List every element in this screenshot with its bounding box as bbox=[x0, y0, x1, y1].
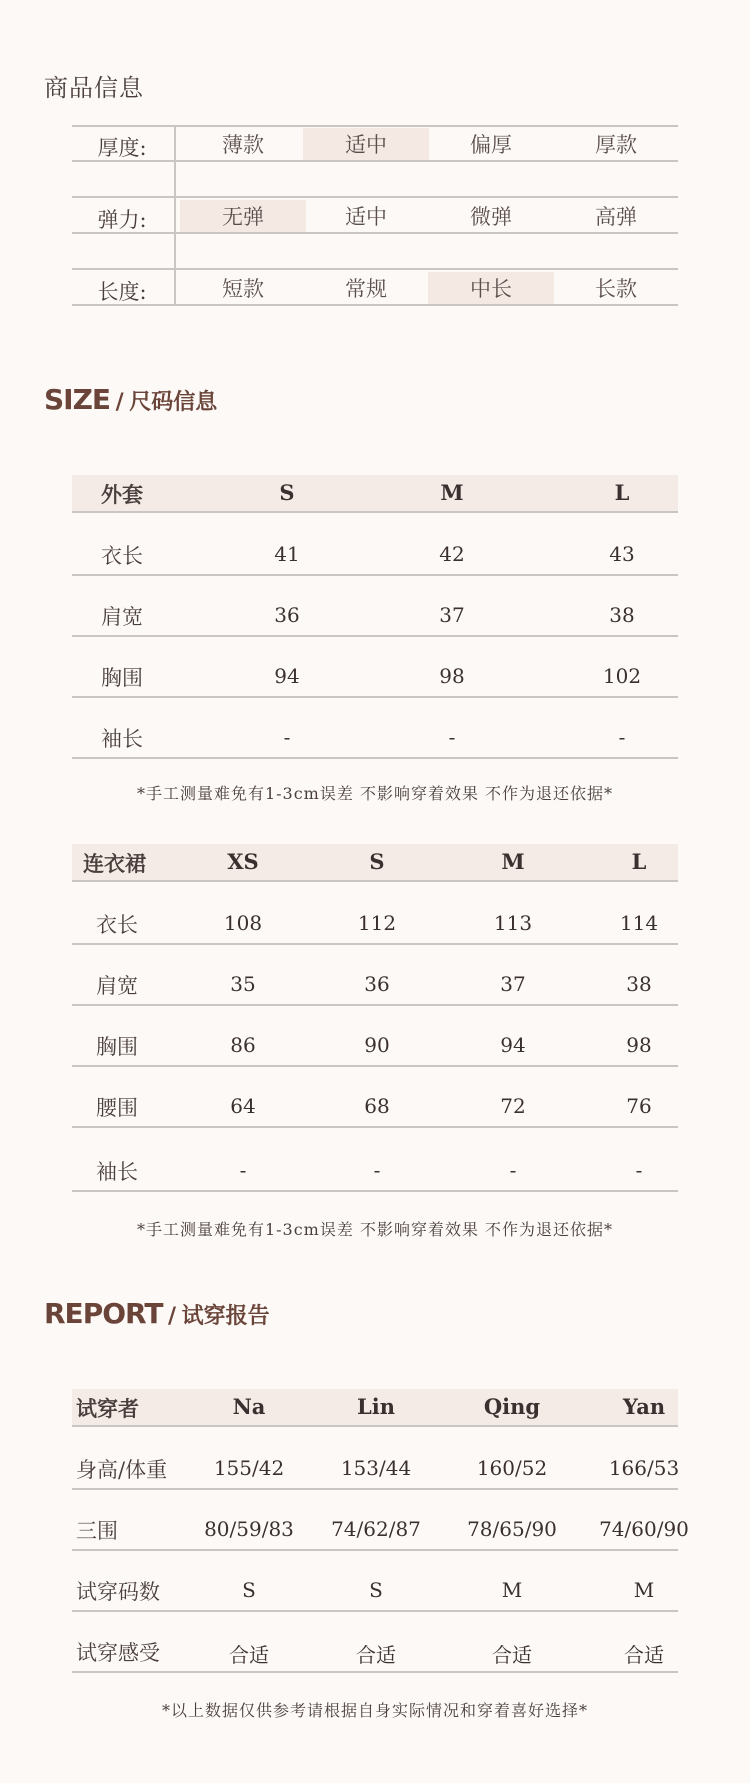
report_table-row-label: 三围 bbox=[76, 1519, 118, 1543]
report_table-cell: 合适 bbox=[624, 1643, 664, 1667]
dress_table-row-label: 袖长 bbox=[96, 1160, 138, 1184]
dress_table-header-cell: L bbox=[631, 849, 647, 874]
report_table-cell: 74/60/90 bbox=[599, 1517, 689, 1541]
report_table-header-label: 试穿者 bbox=[76, 1396, 139, 1421]
report_table-row-label: 试穿码数 bbox=[76, 1580, 160, 1604]
report_table-cell: 合适 bbox=[229, 1643, 269, 1667]
report_table-cell: 166/53 bbox=[608, 1456, 680, 1480]
report_table-cell: M bbox=[501, 1578, 523, 1602]
attr-rule bbox=[72, 268, 678, 270]
coat_table-cell: 38 bbox=[609, 603, 635, 627]
dress_table-header-cell: XS bbox=[227, 849, 259, 874]
dress_table-row-rule bbox=[72, 1190, 678, 1192]
dress_table-row-rule bbox=[72, 1126, 678, 1128]
dress_table-row-label: 肩宽 bbox=[96, 974, 138, 998]
report_table-cell: 80/59/83 bbox=[204, 1517, 294, 1541]
attr-vertical-rule bbox=[174, 125, 176, 305]
attr-label: 厚度: bbox=[97, 136, 147, 160]
attr-top-rule bbox=[72, 125, 678, 127]
dress_table-cell: - bbox=[373, 1158, 381, 1182]
attr-rule bbox=[72, 160, 678, 162]
report_table-cell: S bbox=[242, 1578, 256, 1602]
coat_table-cell: - bbox=[283, 725, 291, 749]
report_table-header-cell: Na bbox=[232, 1394, 266, 1419]
dress_table-cell: 68 bbox=[364, 1094, 390, 1118]
coat_table-cell: - bbox=[618, 725, 626, 749]
coat_table-header-rule bbox=[72, 511, 678, 513]
dress_table-cell: 35 bbox=[230, 972, 256, 996]
report_table-cell: S bbox=[369, 1578, 383, 1602]
report_table-cell: M bbox=[633, 1578, 655, 1602]
dress_table-cell: 76 bbox=[626, 1094, 652, 1118]
report_table-row-rule bbox=[72, 1671, 678, 1673]
dress_table-row-rule bbox=[72, 1004, 678, 1006]
coat_table-cell: 94 bbox=[274, 664, 300, 688]
coat_table-cell: 41 bbox=[274, 542, 300, 566]
coat_table-cell: 42 bbox=[439, 542, 465, 566]
report-section-title-title-en: REPORT bbox=[44, 1297, 163, 1330]
attr-option: 适中 bbox=[345, 205, 387, 229]
dress_table-header-label: 连衣裙 bbox=[83, 851, 146, 876]
attr-label: 长度: bbox=[97, 280, 147, 304]
dress_table-cell: - bbox=[509, 1158, 517, 1182]
report_table-header-cell: Lin bbox=[356, 1394, 395, 1419]
report_table-cell: 153/44 bbox=[340, 1456, 412, 1480]
report_table-cell: 合适 bbox=[492, 1643, 532, 1667]
dress_table-header-rule bbox=[72, 880, 678, 882]
dress_table-cell: 38 bbox=[626, 972, 652, 996]
dress_table-cell: 90 bbox=[364, 1033, 390, 1057]
attr-option: 无弹 bbox=[180, 200, 306, 234]
coat_table-header-label: 外套 bbox=[101, 482, 143, 507]
coat_table-header-cell: L bbox=[614, 480, 630, 505]
dress_table-cell: 114 bbox=[619, 911, 659, 935]
dress_table-cell: 72 bbox=[500, 1094, 526, 1118]
attr-rule bbox=[72, 196, 678, 198]
dress_table-row-rule bbox=[72, 943, 678, 945]
attr-option: 长款 bbox=[595, 277, 637, 301]
attr-option: 厚款 bbox=[595, 133, 637, 157]
dress_table-row-rule bbox=[72, 1065, 678, 1067]
dress_table-row-label: 衣长 bbox=[96, 913, 138, 937]
attr-option: 适中 bbox=[303, 128, 429, 162]
report-section-title-title-cn: 试穿报告 bbox=[181, 1304, 270, 1329]
report_table-cell: 78/65/90 bbox=[467, 1517, 557, 1541]
coat_table-row-rule bbox=[72, 574, 678, 576]
attr-option: 高弹 bbox=[595, 205, 637, 229]
dress_table-cell: 94 bbox=[500, 1033, 526, 1057]
product-info-title: 商品信息 bbox=[44, 74, 144, 102]
report_table-row-rule bbox=[72, 1488, 678, 1490]
coat_table-row-label: 袖长 bbox=[101, 727, 143, 751]
attr-rule bbox=[72, 304, 678, 306]
report_table-row-rule bbox=[72, 1549, 678, 1551]
report-section-title bbox=[44, 1297, 270, 1330]
coat_table-cell: - bbox=[448, 725, 456, 749]
report-section-title-separator: / bbox=[168, 1304, 177, 1329]
coat_table-row-label: 肩宽 bbox=[101, 605, 143, 629]
coat_table-cell: 37 bbox=[439, 603, 465, 627]
attr-label: 弹力: bbox=[97, 208, 147, 232]
coat_table-header-cell: S bbox=[279, 480, 295, 505]
dress_table-cell: 108 bbox=[223, 911, 263, 935]
dress_table-cell: 112 bbox=[357, 911, 397, 935]
dress_table-cell: 37 bbox=[500, 972, 526, 996]
coat_table-cell: 98 bbox=[439, 664, 465, 688]
dress_table-header-cell: S bbox=[369, 849, 385, 874]
dress_table-cell: 64 bbox=[230, 1094, 256, 1118]
dress_table-cell: 113 bbox=[493, 911, 533, 935]
coat_table-note: *手工测量难免有1-3cm误差 不影响穿着效果 不作为退还依据* bbox=[136, 784, 614, 803]
size-section-title-title-cn: 尺码信息 bbox=[129, 390, 218, 415]
attr-option: 常规 bbox=[345, 277, 387, 301]
attr-option: 短款 bbox=[222, 277, 264, 301]
dress_table-note: *手工测量难免有1-3cm误差 不影响穿着效果 不作为退还依据* bbox=[136, 1220, 614, 1239]
dress_table-cell: 36 bbox=[364, 972, 390, 996]
coat_table-row-label: 胸围 bbox=[101, 666, 143, 690]
dress_table-cell: - bbox=[635, 1158, 643, 1182]
attr-option: 偏厚 bbox=[470, 133, 512, 157]
size-section-title-title-en: SIZE bbox=[44, 383, 111, 416]
coat_table-row-rule bbox=[72, 635, 678, 637]
attr-rule bbox=[72, 232, 678, 234]
coat_table-cell: 102 bbox=[602, 664, 642, 688]
report_table-header-rule bbox=[72, 1425, 678, 1427]
coat_table-row-label: 衣长 bbox=[101, 544, 143, 568]
coat_table-row-rule bbox=[72, 757, 678, 759]
size-section-title-separator: / bbox=[115, 390, 124, 415]
attr-option: 薄款 bbox=[222, 133, 264, 157]
report_table-note: *以上数据仅供参考请根据自身实际情况和穿着喜好选择* bbox=[161, 1701, 588, 1720]
dress_table-cell: - bbox=[239, 1158, 247, 1182]
coat_table-row-rule bbox=[72, 696, 678, 698]
size-section-title bbox=[44, 383, 217, 416]
coat_table-cell: 36 bbox=[274, 603, 300, 627]
attr-option: 中长 bbox=[428, 272, 554, 306]
report_table-header-cell: Qing bbox=[483, 1394, 541, 1419]
report_table-row-label: 身高/体重 bbox=[76, 1458, 168, 1482]
dress_table-header-cell: M bbox=[501, 849, 525, 874]
dress_table-cell: 98 bbox=[626, 1033, 652, 1057]
report_table-header-cell: Yan bbox=[622, 1394, 666, 1419]
coat_table-header-cell: M bbox=[440, 480, 464, 505]
report_table-cell: 155/42 bbox=[213, 1456, 285, 1480]
dress_table-row-label: 腰围 bbox=[96, 1096, 138, 1120]
coat_table-cell: 43 bbox=[609, 542, 635, 566]
report_table-row-label: 试穿感受 bbox=[76, 1641, 160, 1665]
report_table-cell: 合适 bbox=[356, 1643, 396, 1667]
dress_table-cell: 86 bbox=[230, 1033, 256, 1057]
attr-option: 微弹 bbox=[470, 205, 512, 229]
report_table-cell: 160/52 bbox=[476, 1456, 548, 1480]
report_table-row-rule bbox=[72, 1610, 678, 1612]
report_table-cell: 74/62/87 bbox=[331, 1517, 421, 1541]
dress_table-row-label: 胸围 bbox=[96, 1035, 138, 1059]
